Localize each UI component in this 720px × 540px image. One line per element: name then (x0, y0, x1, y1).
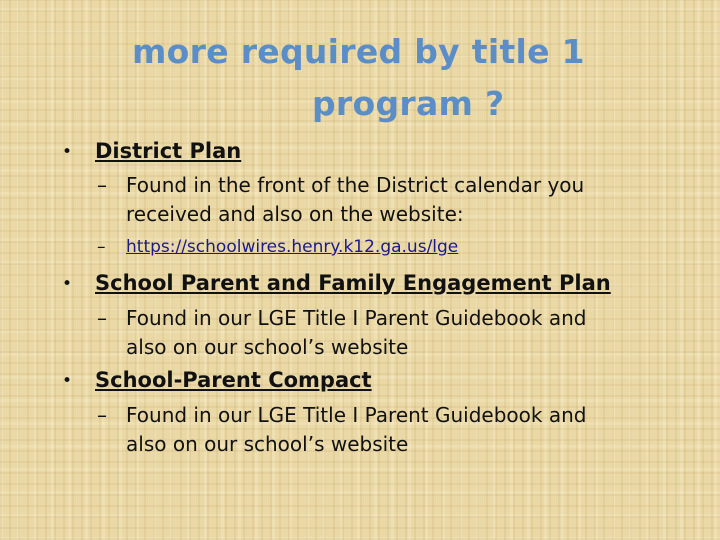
title-line-1: more required by title 1 (132, 32, 585, 71)
compact-desc-line-1: Found in our LGE Title I Parent Guidebook and (126, 403, 587, 427)
engagement-plan-desc-line-2: also on our school’s website (126, 335, 409, 359)
engagement-plan-heading: School Parent and Family Engagement Plan (95, 271, 611, 295)
dash-icon: – (97, 173, 107, 197)
district-plan-desc-line-2: received and also on the website: (126, 202, 464, 226)
bullet-icon: • (62, 142, 73, 162)
title-line-2: program ? (312, 84, 505, 123)
dash-icon: – (97, 403, 107, 427)
bullet-icon: • (62, 274, 73, 294)
bullet-icon: • (62, 371, 73, 391)
compact-heading: School-Parent Compact (95, 368, 372, 392)
engagement-plan-desc-line-1: Found in our LGE Title I Parent Guidebook and (126, 306, 587, 330)
district-website-link[interactable]: https://schoolwires.henry.k12.ga.us/lge (126, 237, 459, 257)
dash-icon: – (97, 237, 106, 257)
compact-desc-line-2: also on our school’s website (126, 432, 409, 456)
district-plan-heading: District Plan (95, 139, 242, 163)
dash-icon: – (97, 306, 107, 330)
district-plan-desc-line-1: Found in the front of the District calendar you (126, 173, 585, 197)
